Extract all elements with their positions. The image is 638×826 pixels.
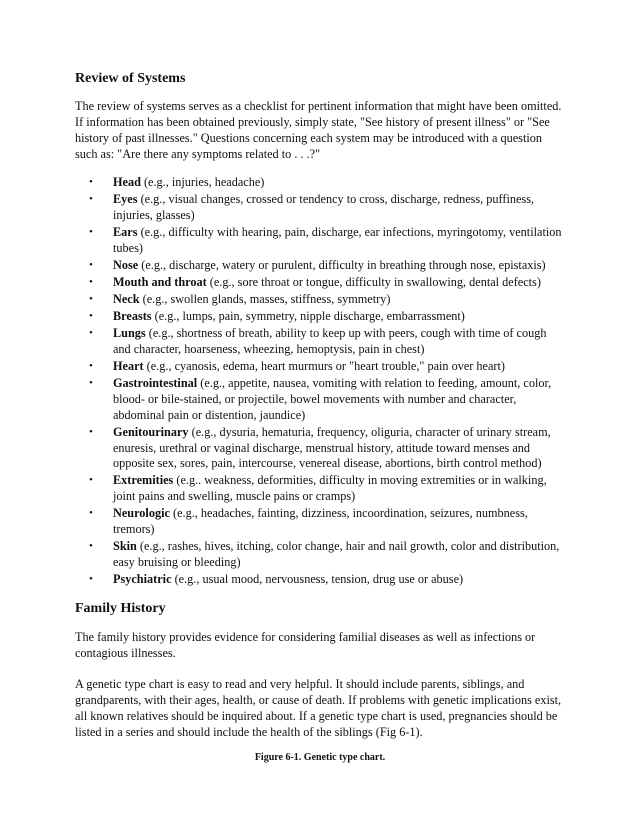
list-item [75,359,565,375]
system-description: (e.g., difficulty with hearing, pain, discharge, ear infections, myringotomy, ventilation tubes) [113,224,562,255]
system-term: Psychiatric [113,572,172,587]
list-item [75,473,565,505]
list-item [75,539,565,571]
system-description: (e.g., discharge, watery or purulent, difficulty in breathing through nose, epistaxis) [138,257,546,272]
system-description: (e.g., appetite, nausea, vomiting with relation to feeding, amount, color, blood- or bile-stained, or projectile, bowel movements with number and character, abdominal pain or distention, jaundice) [113,375,552,422]
bullet-icon: • [89,507,93,520]
list-item [75,425,565,473]
system-description: (e.g.. weakness, deformities, difficulty in moving extremities or in walking, joint pains and swelling, muscle pains or cramps) [113,473,547,504]
system-description: (e.g., shortness of breath, ability to keep up with peers, cough with time of cough and character, hoarseness, wheezing, hemoptysis, pain in chest) [113,325,547,356]
list-item [75,175,565,191]
family-history-paragraph: The family history provides evidence for considering familial diseases as well as infections or contagious illnesses. [75,630,536,661]
bullet-icon: • [89,376,93,389]
figure-caption: Figure 6-1. Genetic type chart. [254,751,386,763]
bullet-icon: • [89,225,93,238]
genetic-chart-paragraph: A genetic type chart is easy to read and very helpful. It should include parents, siblings, and grandparents, with their ages, health, or cause of death. If problems with genetic implications exist, all known relatives should be inquired about. If a genetic type chart is used, pregnancies should be listed in a series and should include the health of the siblings (Fig 6-1). [75,677,562,739]
system-description: (e.g., usual mood, nervousness, tension, drug use or abuse) [171,572,464,587]
review-of-systems-intro: The review of systems serves as a checklist for pertinent information that might have been omitted. If information has been obtained previously, simply state, "See history of present illness" or "See history of past illnesses." Questions concerning each system may be introduced with a question such as: "Are there any symptoms related to . . .?" [75,99,562,161]
bullet-icon: • [89,326,93,339]
review-of-systems-heading: Review of Systems [75,71,186,86]
system-term: Skin [113,539,137,554]
system-term: Neurologic [113,506,170,521]
system-term: Extremities [113,473,174,488]
system-description: (e.g., lumps, pain, symmetry, nipple discharge, embarrassment) [151,308,465,323]
list-item [75,258,565,274]
system-term: Mouth and throat [113,274,207,289]
list-item [75,326,565,358]
system-term: Heart [113,358,144,373]
family-history-heading: Family History [75,601,166,617]
list-item [75,275,565,291]
system-term: Gastrointestinal [113,375,198,390]
bullet-icon: • [89,425,93,438]
list-item [75,506,565,538]
bullet-icon: • [89,292,93,305]
list-item [75,292,565,308]
system-term: Head [113,174,141,189]
bullet-icon: • [89,175,93,188]
list-item [75,376,565,424]
bullet-icon: • [89,540,93,553]
system-description: (e.g., dysuria, hematuria, frequency, oliguria, character of urinary stream, enuresis, urethral or vaginal discharge, menstrual history, attitude toward menses and opposite sex, sores, pain, intercourse, venereal disease, abortions, birth control method) [113,424,551,471]
system-description: (e.g., visual changes, crossed or tendency to cross, discharge, redness, puffiness, injuries, glasses) [113,191,535,222]
list-item [75,192,565,224]
system-description: (e.g., sore throat or tongue, difficulty in swallowing, dental defects) [206,274,541,289]
system-description: (e.g., rashes, hives, itching, color change, hair and nail growth, color and distribution, easy bruising or bleeding) [113,539,560,570]
system-term: Genitourinary [113,424,189,439]
bullet-icon: • [89,258,93,271]
system-term: Eyes [113,191,138,206]
system-term: Ears [113,224,138,239]
bullet-icon: • [89,309,93,322]
list-item [75,309,565,325]
bullet-icon: • [89,192,93,205]
system-description: (e.g., swollen glands, masses, stiffness, symmetry) [139,291,391,306]
system-term: Neck [113,291,140,306]
document-page [75,70,565,764]
system-term: Breasts [113,308,152,323]
systems-list [75,175,565,589]
bullet-icon: • [89,573,93,586]
system-description: (e.g., injuries, headache) [140,174,265,189]
list-item [75,225,565,257]
list-item [75,572,565,588]
system-term: Lungs [113,325,146,340]
bullet-icon: • [89,359,93,372]
system-description: (e.g., cyanosis, edema, heart murmurs or "heart trouble," pain over heart) [143,358,505,373]
system-description: (e.g., headaches, fainting, dizziness, incoordination, seizures, numbness, tremors) [113,506,528,537]
system-term: Nose [113,257,139,272]
bullet-icon: • [89,275,93,288]
bullet-icon: • [89,474,93,487]
